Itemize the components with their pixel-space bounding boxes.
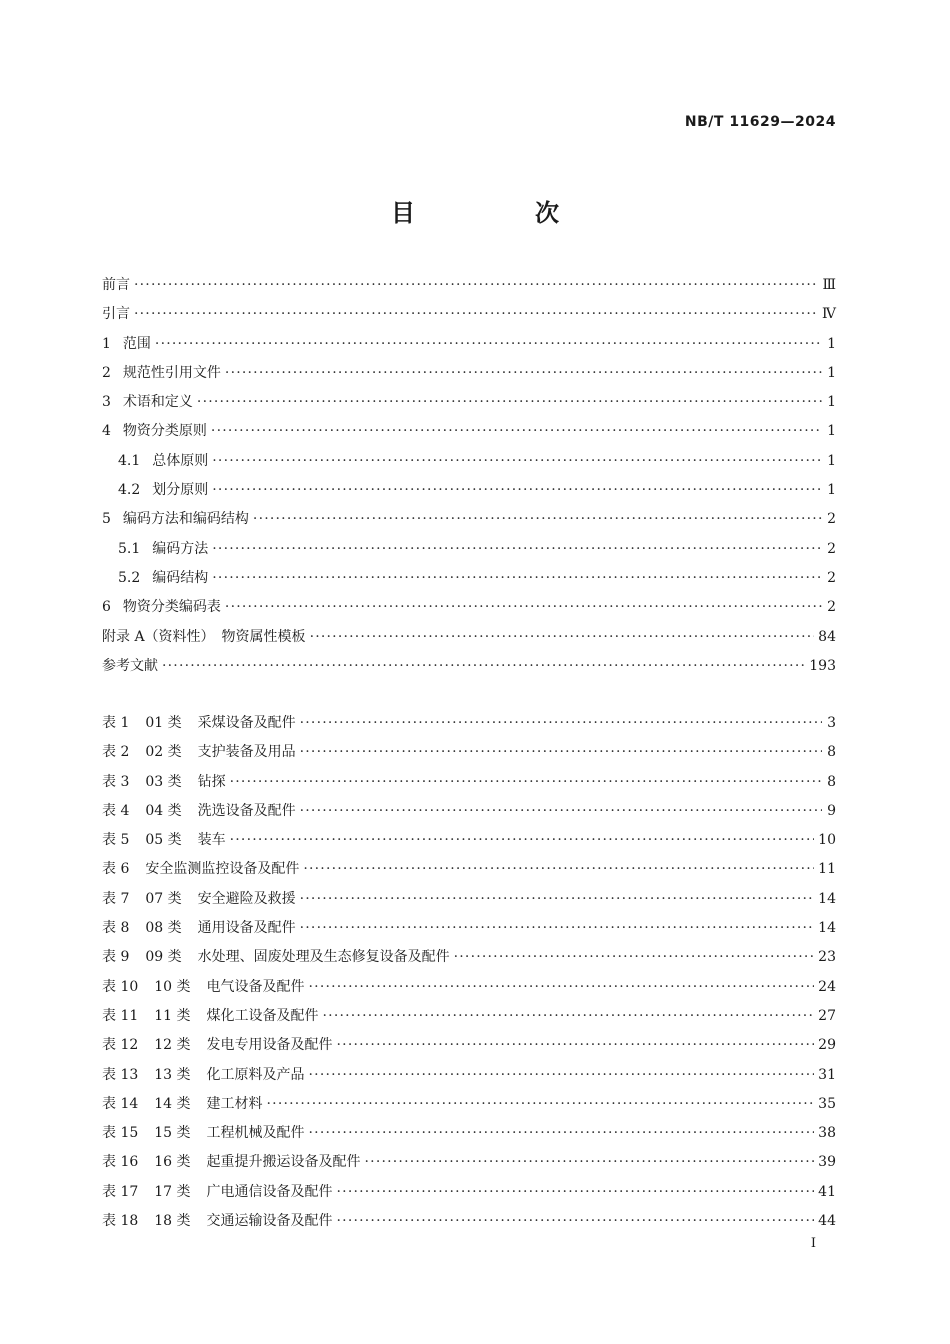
table-entry[interactable]: [102, 1064, 836, 1093]
dot-leader: [212, 453, 822, 469]
toc-entry[interactable]: [102, 508, 836, 537]
table-entry-label: 安全避险及救援: [197, 890, 296, 907]
table-entry-class: 03 类: [145, 773, 182, 790]
table-entry-class: 15 类: [154, 1125, 191, 1142]
dot-leader: [155, 336, 822, 352]
dot-leader: [303, 861, 814, 877]
table-entry-number: 表 1: [102, 715, 130, 731]
table-entry-page: 41: [818, 1183, 836, 1200]
table-entry[interactable]: [102, 771, 836, 800]
toc-entry-page: 2: [827, 511, 836, 528]
table-entry-label: 洗选设备及配件: [197, 802, 296, 819]
toc-list: [102, 274, 836, 684]
toc-entry[interactable]: [102, 391, 836, 420]
toc-entry-number: 1: [102, 335, 111, 352]
table-entry-page: 29: [818, 1037, 836, 1054]
toc-entry-label: 物资分类编码表: [122, 599, 221, 616]
toc-entry-page: 2: [827, 599, 836, 616]
dot-leader: [253, 511, 822, 527]
dot-leader: [454, 949, 815, 965]
table-entry-label: 发电专用设备及配件: [206, 1037, 333, 1054]
table-entry[interactable]: [102, 976, 836, 1005]
table-entry-class: 18 类: [154, 1213, 191, 1230]
table-entry[interactable]: [102, 829, 836, 858]
table-entry-number: 表 18: [102, 1213, 139, 1230]
toc-entry-label: 附录 A（资料性） 物资属性模板: [102, 628, 306, 645]
toc-entry[interactable]: [102, 538, 836, 567]
toc-entry-label: 编码方法和编码结构: [122, 511, 249, 528]
toc-entry-label: 引言: [102, 306, 130, 323]
table-entry-label: 建工材料: [206, 1095, 263, 1112]
toc-entry-label: 范围: [122, 335, 151, 352]
toc-entry-number: 4.1: [118, 452, 141, 469]
page-title: 目 次: [391, 199, 607, 227]
toc-entry[interactable]: [102, 479, 836, 508]
table-entry[interactable]: [102, 946, 836, 975]
dot-leader: [300, 744, 822, 760]
table-entry-number: 表 15: [102, 1125, 139, 1142]
table-entry-class: 02 类: [145, 744, 182, 761]
table-entry[interactable]: [102, 800, 836, 829]
dot-leader: [300, 920, 815, 936]
toc-entry-label: 编码方法: [152, 540, 209, 557]
table-entry-label: 交通运输设备及配件: [206, 1213, 333, 1230]
toc-entry-number: 5.2: [118, 569, 141, 586]
toc-entry-number: 4.2: [118, 482, 141, 499]
dot-leader: [309, 1067, 815, 1083]
table-entry[interactable]: [102, 1005, 836, 1034]
table-entry-class: 11 类: [154, 1007, 191, 1024]
toc-entry-label: 编码结构: [152, 569, 209, 586]
table-entry[interactable]: [102, 917, 836, 946]
table-entry-class: 04 类: [145, 802, 182, 819]
table-entry-number: 表 9: [102, 949, 130, 966]
dot-leader: [337, 1213, 815, 1229]
dot-leader: [337, 1037, 815, 1053]
dot-leader: [212, 541, 822, 557]
table-entry-page: 24: [818, 978, 836, 995]
toc-entry-number: 2: [102, 364, 111, 381]
dot-leader: [309, 1125, 815, 1141]
table-entry[interactable]: [102, 1181, 836, 1210]
table-entry-number: 表 16: [102, 1154, 139, 1171]
toc-entry-number: 4: [102, 423, 111, 440]
table-entry[interactable]: [102, 1093, 836, 1122]
table-entry-page: 23: [818, 949, 836, 966]
toc-entry-label: 参考文献: [102, 657, 158, 674]
dot-leader: [225, 599, 822, 615]
toc-entry-number: 5: [102, 511, 111, 528]
toc-entry[interactable]: [102, 274, 836, 303]
table-entry-number: 表 11: [102, 1007, 139, 1024]
toc-entry[interactable]: [102, 420, 836, 449]
table-entry-label: 工程机械及配件: [206, 1125, 305, 1142]
table-entry-number: 表 2: [102, 744, 130, 761]
table-entry-class: 17 类: [154, 1183, 191, 1200]
toc-entry-label: 前言: [102, 277, 130, 293]
table-entry-number: 表 5: [102, 832, 130, 849]
dot-leader: [300, 715, 822, 731]
toc-entry-page: 2: [827, 569, 836, 586]
toc-entry[interactable]: [102, 362, 836, 391]
table-entry-page: 14: [818, 890, 836, 907]
dot-leader: [211, 423, 822, 439]
table-entry-page: 31: [818, 1066, 836, 1083]
table-entry-class: 12 类: [154, 1037, 191, 1054]
toc-entry-label: 规范性引用文件: [122, 364, 221, 381]
table-entry-page: 38: [818, 1125, 836, 1142]
table-entry-number: 表 12: [102, 1037, 139, 1054]
table-entry-label: 支护装备及用品: [197, 744, 296, 761]
toc-entry-page: Ⅳ: [822, 306, 836, 323]
dot-leader: [267, 1096, 815, 1112]
table-entry-page: 11: [818, 861, 836, 878]
dot-leader: [134, 306, 818, 322]
toc-entry-label: 物资分类原则: [122, 423, 207, 440]
table-entry-label: 通用设备及配件: [197, 920, 296, 937]
table-entry-class: 01 类: [145, 715, 182, 731]
dot-leader: [337, 1184, 815, 1200]
table-entry-label: 广电通信设备及配件: [206, 1183, 333, 1200]
toc-entry[interactable]: [102, 450, 836, 479]
table-entry-class: 05 类: [145, 832, 182, 849]
table-entry-number: 表 8: [102, 920, 130, 937]
toc-entry[interactable]: [102, 567, 836, 596]
dot-leader: [310, 629, 815, 645]
table-entry-page: 8: [827, 744, 836, 761]
toc-entry[interactable]: [102, 655, 836, 684]
dot-leader: [323, 1008, 815, 1024]
table-entry-label: 电气设备及配件: [206, 978, 305, 995]
table-entry-page: 10: [818, 832, 836, 849]
dot-leader: [225, 365, 822, 381]
table-entry-label: 装车: [197, 832, 226, 849]
dot-leader: [230, 774, 822, 790]
dot-leader: [300, 803, 822, 819]
toc-entry-page: 84: [818, 628, 836, 645]
table-entry-class: 08 类: [145, 920, 182, 937]
table-entry-label: 煤化工设备及配件: [206, 1007, 319, 1024]
dot-leader: [300, 891, 815, 907]
toc-entry[interactable]: [102, 596, 836, 625]
toc-entry-label: 总体原则: [152, 452, 209, 469]
table-entry-page: 27: [818, 1007, 836, 1024]
table-entry-number: 表 3: [102, 773, 130, 790]
table-entry-number: 表 7: [102, 890, 130, 907]
dot-leader: [309, 979, 815, 995]
table-list: [102, 712, 836, 1239]
table-entry-class: 13 类: [154, 1066, 191, 1083]
toc-entry-page: 1: [827, 452, 836, 469]
footer-page-number: I: [810, 1236, 816, 1251]
table-entry[interactable]: [102, 712, 836, 741]
table-entry-number: 表 13: [102, 1066, 139, 1083]
table-entry[interactable]: [102, 1034, 836, 1063]
toc-entry-page: 1: [827, 482, 836, 499]
table-entry-page: 9: [827, 802, 836, 819]
table-entry[interactable]: [102, 1210, 836, 1239]
toc-entry-page: Ⅲ: [822, 277, 836, 293]
standard-number: NB/T 11629—2024: [684, 114, 836, 130]
table-entry-page: 39: [818, 1154, 836, 1171]
table-entry-number: 表 14: [102, 1095, 139, 1112]
dot-leader: [212, 570, 822, 586]
table-entry[interactable]: [102, 741, 836, 770]
table-entry[interactable]: [102, 888, 836, 917]
toc-entry-page: 1: [827, 364, 836, 381]
toc-entry-number: 5.1: [118, 540, 141, 557]
table-entry-label: 起重提升搬运设备及配件: [206, 1154, 361, 1171]
table-entry-label: 钻探: [197, 773, 226, 790]
table-entry-page: 35: [818, 1095, 836, 1112]
table-entry-label: 安全监测监控设备及配件: [145, 861, 300, 878]
table-entry-page: 14: [818, 920, 836, 937]
toc-entry-page: 1: [827, 335, 836, 352]
table-entry-label: 化工原料及产品: [206, 1066, 305, 1083]
toc-entry-page: 2: [827, 540, 836, 557]
table-entry-number: 表 6: [102, 861, 130, 878]
table-entry-class: 09 类: [145, 949, 182, 966]
table-entry-number: 表 10: [102, 978, 139, 995]
table-entry[interactable]: [102, 1122, 836, 1151]
dot-leader: [212, 482, 822, 498]
table-entry[interactable]: [102, 858, 836, 887]
toc-entry-page: 193: [809, 657, 836, 674]
table-entry-class: 14 类: [154, 1095, 191, 1112]
table-entry-number: 表 17: [102, 1183, 139, 1200]
table-entry-label: 采煤设备及配件: [197, 715, 296, 731]
table-entry-class: 16 类: [154, 1154, 191, 1171]
dot-leader: [134, 277, 818, 293]
table-entry[interactable]: [102, 1151, 836, 1180]
table-entry-label: 水处理、固废处理及生态修复设备及配件: [197, 949, 450, 966]
dot-leader: [162, 658, 805, 674]
toc-entry[interactable]: [102, 333, 836, 362]
toc-entry-page: 1: [827, 423, 836, 440]
toc-entry[interactable]: [102, 626, 836, 655]
toc-entry-label: 划分原则: [152, 482, 209, 499]
dot-leader: [230, 832, 815, 848]
toc-entry-page: 1: [827, 394, 836, 411]
dot-leader: [365, 1154, 815, 1170]
toc-entry-number: 6: [102, 599, 111, 616]
dot-leader: [197, 394, 822, 410]
table-entry-page: 3: [827, 715, 836, 731]
table-entry-class: 10 类: [154, 978, 191, 995]
table-entry-page: 44: [818, 1213, 836, 1230]
toc-entry-label: 术语和定义: [122, 394, 193, 411]
table-entry-page: 8: [827, 773, 836, 790]
table-entry-class: 07 类: [145, 890, 182, 907]
toc-entry[interactable]: [102, 303, 836, 332]
table-entry-number: 表 4: [102, 802, 130, 819]
toc-entry-number: 3: [102, 394, 111, 411]
